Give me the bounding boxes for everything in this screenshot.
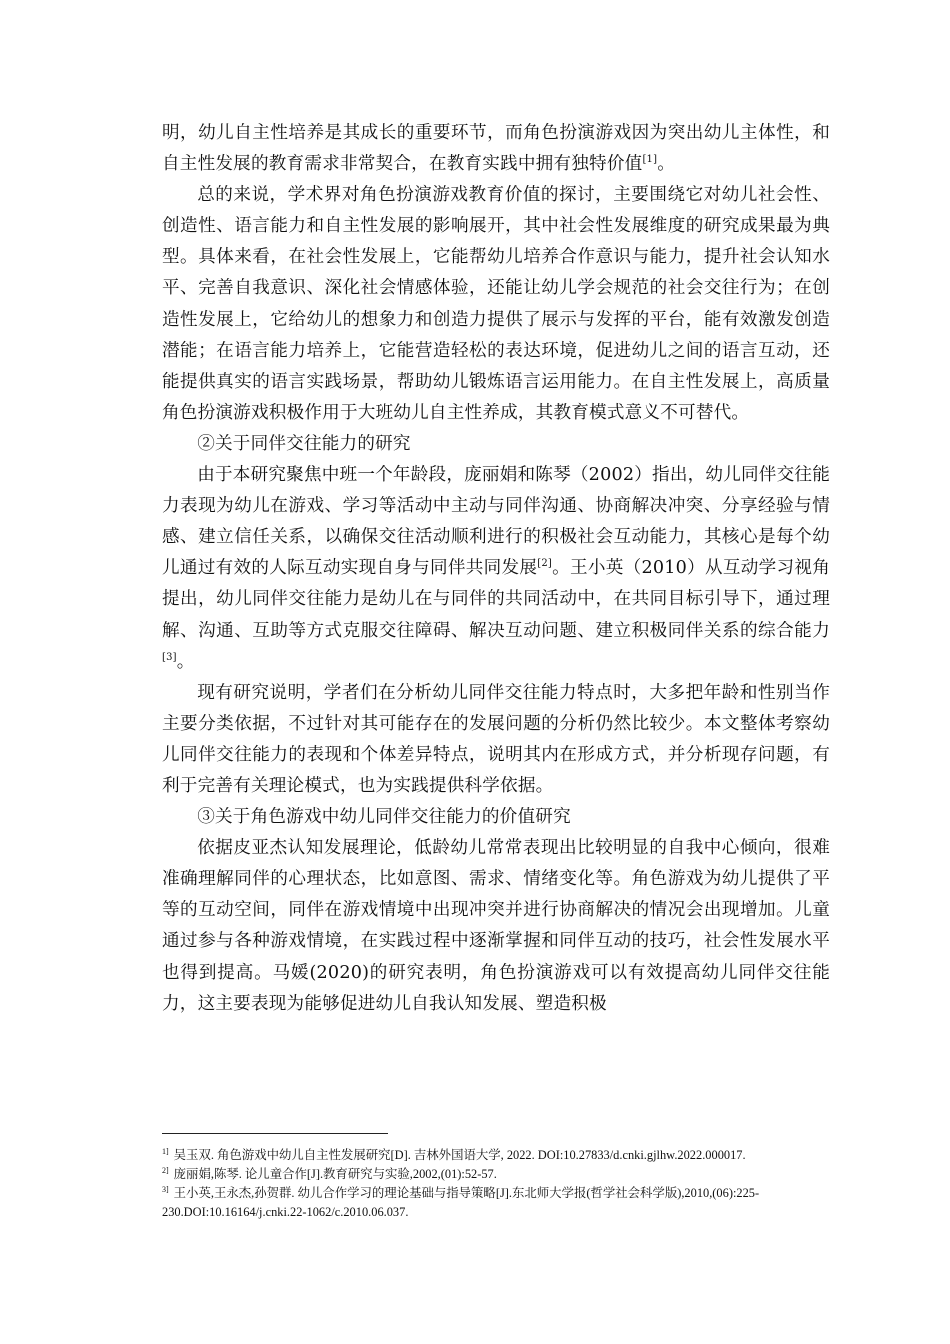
section-heading-peer-interaction: ②关于同伴交往能力的研究 bbox=[197, 433, 411, 454]
paragraph-4: 现有研究说明，学者们在分析幼儿同伴交往能力特点时，大多把年龄和性别当作主要分类依据，不过针对其可能存在的发展问题的分析仍然比较少。本文整体考察幼儿同伴交往能力的表现和个体差异特点，说明其内在形成方式，并分析现存问题，有利于完善有关理论模式，也为实践提供科学依据。 bbox=[162, 682, 830, 796]
footnote-2: $^{2]}$ 庞丽娟,陈琴. 论儿童合作[J].教育研究与实验,2002,(01):52-57. bbox=[162, 1165, 497, 1181]
paragraph-5: 依据皮亚杰认知发展理论，低龄幼儿常常表现出比较明显的自我中心倾向，很难准确理解同伴的心理状态，比如意图、需求、情绪变化等。角色游戏为幼儿提供了平等的互动空间，同伴在游戏情境中出现冲突并进行协商解决的情况会出现增加。儿童通过参与各种游戏情境，在实践过程中逐渐掌握和同伴互动的技巧，社会性发展水平也得到提高。马媛(2020)的研究表明，角色扮演游戏可以有效提高幼儿同伴交往能力，这主要表现为能够促进幼儿自我认知发展、塑造积极 bbox=[162, 838, 830, 1014]
citation-ref[interactable]: [3] bbox=[162, 651, 177, 663]
paragraph-2: 总的来说，学术界对角色扮演游戏教育价值的探讨，主要围绕它对幼儿社会性、创造性、语言能力和自主性发展的影响展开，其中社会性发展维度的研究成果最为典型。具体来看，在社会性发展上，它能帮幼儿培养合作意识与能力，提升社会认知水平、完善自我意识、深化社会情感体验，还能让幼儿学会规范的社会交往行为；在创造性发展上，它给幼儿的想象力和创造力提供了展示与发挥的平台，能有效激发创造潜能；在语言能力培养上，它能营造轻松的表达环境，促进幼儿之间的语言互动，还能提供真实的语言实践场景，帮助幼儿锻炼语言运用能力。在自主性发展上，高质量角色扮演游戏积极作用于大班幼儿自主性养成，其教育模式意义不可替代。 bbox=[162, 185, 830, 423]
footnote-1: $^{1]}$ 吴玉双. 角色游戏中幼儿自主性发展研究[D]. 吉林外国语大学, 2022. DOI:10.27833/d.cnki.gjlhw.2022.000017. bbox=[162, 1146, 746, 1162]
paragraph-1: 明，幼儿自主性培养是其成长的重要环节，而角色扮演游戏因为突出幼儿主体性，和自主性发展的教育需求非常契合，在教育实践中拥有独特价值[1]。 bbox=[162, 123, 830, 175]
footnote-3: $^{3]}$ 王小英,王永杰,孙贺群. 幼儿合作学习的理论基础与指导策略[J].东北师大学报(哲学社会科学版),2010,(06):225-230.DOI:10.16164/j.cnki.22-1062/c.2010.06.037. bbox=[162, 1184, 760, 1219]
paragraph-3: 由于本研究聚焦中班一个年龄段，庞丽娟和陈琴（2002）指出，幼儿同伴交往能力表现为幼儿在游戏、学习等活动中主动与同伴沟通、协商解决冲突、分享经验与情感、建立信任关系，以确保交往活动顺利进行的积极社会互动能力，其核心是每个幼儿通过有效的人际互动实现自身与同伴共同发展[2]。王小英（2010）从互动学习视角提出，幼儿同伴交往能力是幼儿在与同伴的共同活动中，在共同目标引导下，通过理解、沟通、互助等方式克服交往障碍、解决互动问题、建立积极同伴关系的综合能力[3]。 bbox=[162, 465, 830, 672]
section-heading-value-research: ③关于角色游戏中幼儿同伴交往能力的价值研究 bbox=[197, 807, 571, 828]
body-text bbox=[162, 118, 830, 1020]
footnotes bbox=[162, 1146, 830, 1222]
citation-ref[interactable]: [2] bbox=[537, 558, 553, 570]
citation-ref[interactable]: [1] bbox=[642, 154, 658, 166]
footnote-divider bbox=[162, 1133, 388, 1134]
